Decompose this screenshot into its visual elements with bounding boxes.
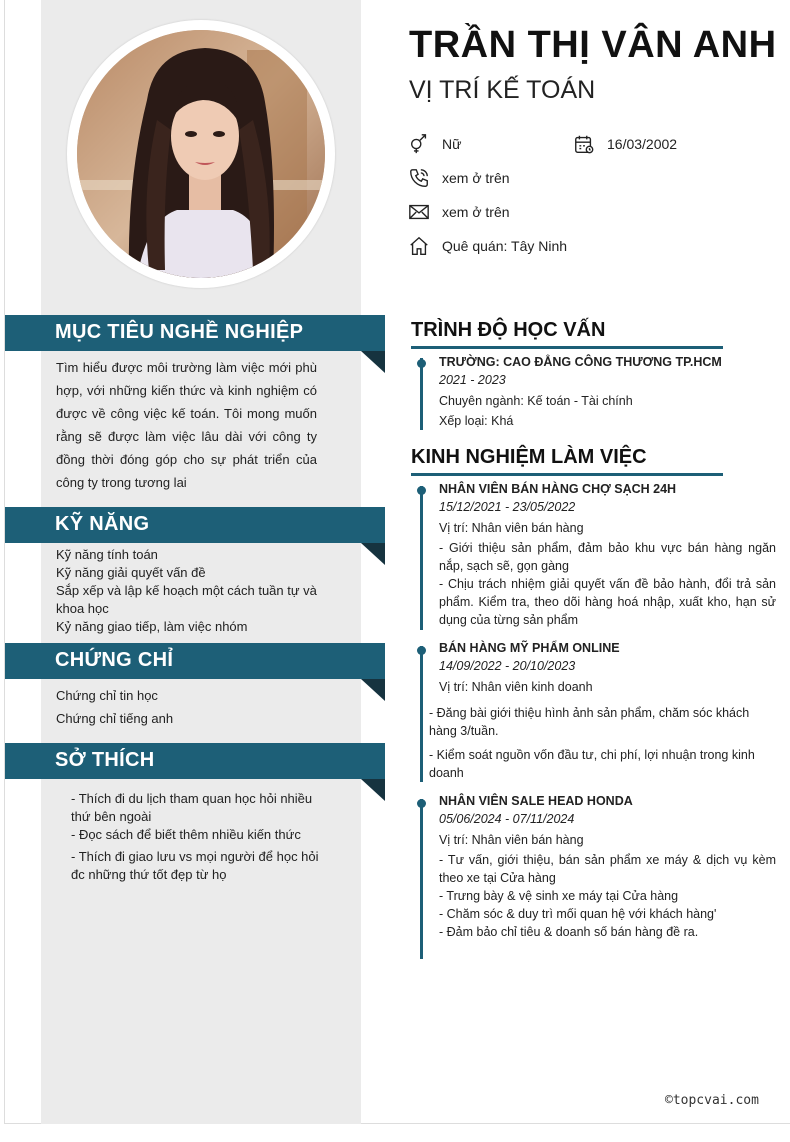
education-rule [411,346,723,349]
job-2-task: - Đăng bài giới thiệu hình ảnh sản phẩm, chăm sóc khách hàng 3/tuần. [429,706,750,738]
certificates-list [56,684,326,730]
skill-item: Kỹ năng giải quyết vấn đề [56,565,206,580]
experience-title: KINH NGHIỆM LÀM VIỆC [411,446,647,468]
phone-value: xem ở trên [442,170,510,186]
education-major: Chuyên ngành: Kế toán - Tài chính [439,394,633,408]
hobbies-banner-fold [361,779,385,801]
job-1-company: NHÂN VIÊN BÁN HÀNG CHỢ SẠCH 24H [439,482,677,496]
gender-value: Nữ [442,136,462,152]
resume-page [4,0,790,1124]
skills-banner-fold [361,543,385,565]
certificate-item: Chứng chỉ tiếng anh [56,711,174,726]
hobby-item: - Đọc sách để biết thêm nhiều kiến thức [71,827,301,842]
job-2-timeline [420,646,423,782]
skill-item: Kỹ năng tính toán [56,547,158,562]
job-3-timeline [420,799,423,959]
job-2-position: Vị trí: Nhân viên kinh doanh [439,680,593,694]
info-phone [407,166,510,190]
education-rank: Xếp loại: Khá [439,414,514,428]
job-2-company: BÁN HÀNG MỸ PHẨM ONLINE [439,641,620,655]
home-icon [407,234,431,258]
skills-banner [5,507,385,543]
hometown-value: Quê quán: Tây Ninh [442,238,568,254]
profile-photo [77,30,325,278]
job-1-position: Vị trí: Nhân viên bán hàng [439,521,584,535]
hobby-item: - Thích đi giao lưu vs mọi người để học hỏi đc những thứ tốt đẹp từ họ [71,849,319,882]
info-hometown [407,234,567,258]
experience-rule [411,473,723,476]
objective-title: MỤC TIÊU NGHỀ NGHIỆP [55,321,304,343]
watermark: ©topcvai.com [665,1093,759,1108]
hobbies-title: SỞ THÍCH [55,749,155,771]
calendar-icon [572,132,596,156]
objective-text: Tìm hiểu được môi trường làm việc mới phù hợp, với những kiến thức và kinh nghiệm có được về công việc kế toán. Tôi mong muốn rằng sẽ được làm việc lâu dài với công ty đồng thời đóng góp cho sự phát triển của công ty trong tương lai [56,360,317,490]
certificate-item: Chứng chỉ tin học [56,688,158,703]
job-3-position: Vị trí: Nhân viên bán hàng [439,833,584,847]
info-gender [407,132,461,156]
skills-list [56,546,326,636]
job-3-dot [417,799,426,808]
job-3-task: - Chăm sóc & duy trì mối quan hệ với khách hàng' [439,907,717,921]
education-title: TRÌNH ĐỘ HỌC VẤN [411,319,606,341]
phone-icon [407,166,431,190]
skill-item: Kỷ năng giao tiếp, làm việc nhóm [56,619,248,634]
email-value: xem ở trên [442,204,510,220]
certificates-banner [5,643,385,679]
education-dot [417,359,426,368]
candidate-role: VỊ TRÍ KẾ TOÁN [409,76,596,104]
education-timeline [420,358,423,430]
mail-icon [407,200,431,224]
skills-title: KỸ NĂNG [55,513,150,535]
gender-icon [407,132,431,156]
job-3-task: - Tư vấn, giới thiệu, bán sản phẩm xe máy & dịch vụ kèm theo xe tại Cửa hàng [439,853,776,885]
objective-banner-fold [361,351,385,373]
job-3-company: NHÂN VIÊN SALE HEAD HONDA [439,794,633,808]
job-1-timeline [420,486,423,630]
education-school: TRƯỜNG: CAO ĐẲNG CÔNG THƯƠNG TP.HCM [439,355,722,369]
job-2-dot [417,646,426,655]
job-1-dot [417,486,426,495]
job-2-task: - Kiểm soát nguồn vốn đầu tư, chi phí, lợi nhuận trong kinh doanh [429,748,755,780]
info-email [407,200,510,224]
candidate-name: TRẦN THỊ VÂN ANH [409,24,777,66]
hobbies-banner [5,743,385,779]
job-1-period: 15/12/2021 - 23/05/2022 [439,500,576,514]
hobby-item: - Thích đi du lịch tham quan học hỏi nhiều thứ bên ngoài [71,791,313,824]
skill-item: Sắp xếp và lập kế hoạch một cách tuần tự và khoa học [56,583,317,616]
profile-photo-frame [67,20,335,288]
job-3-task: - Đảm bảo chỉ tiêu & doanh số bán hàng đề ra. [439,925,699,939]
objective-banner [5,315,385,351]
info-birthdate [572,132,677,156]
job-1-task: - Chịu trách nhiệm giải quyết vấn đề bảo hành, đổi trả sản phẩm. Kiểm tra, theo dõi hàng hoá nhập, xuất kho, hạn sử dụng của từng sản phẩm [439,577,776,627]
certificates-title: CHỨNG CHỈ [55,649,174,671]
certificates-banner-fold [361,679,385,701]
job-3-task: - Trưng bày & vệ sinh xe máy tại Cửa hàng [439,889,679,903]
birthdate-value: 16/03/2002 [607,136,678,152]
job-2-period: 14/09/2022 - 20/10/2023 [439,659,576,673]
job-1-task: - Giới thiệu sản phẩm, đảm bảo khu vực bán hàng ngăn nắp, sạch sẽ, gọn gàng [439,541,776,573]
education-period: 2021 - 2023 [439,373,506,387]
job-3-period: 05/06/2024 - 07/11/2024 [439,812,575,826]
hobbies-list [71,790,323,884]
